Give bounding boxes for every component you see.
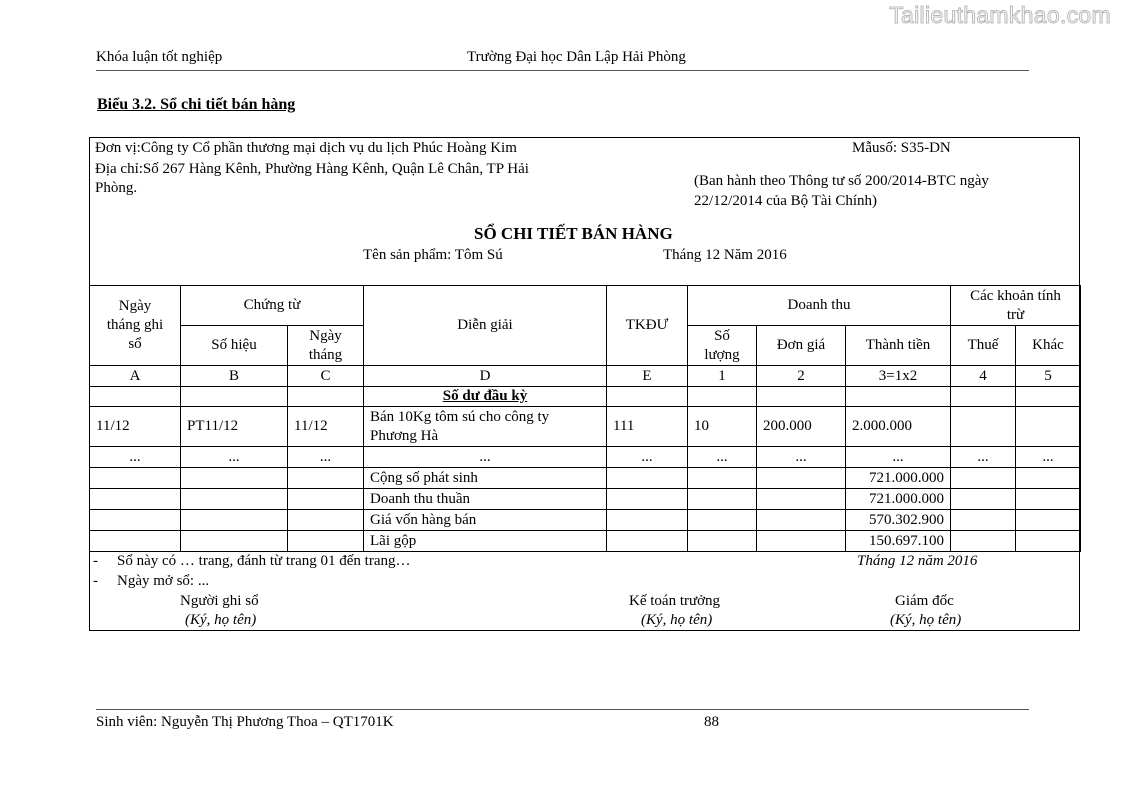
total-amount: 570.302.900	[846, 510, 951, 531]
unit-address-line1: Địa chỉ:Số 267 Hàng Kênh, Phường Hàng Kênh, Quận Lê Chân, TP Hải	[95, 161, 529, 177]
entry-amount: 2.000.000	[846, 407, 951, 447]
opening-balance-label: Số dư đầu kỳ	[364, 387, 607, 407]
product-name: Tên sản phẩm: Tôm Sú	[363, 247, 503, 263]
thesis-label: Khóa luận tốt nghiệp	[96, 49, 223, 65]
page-count-note: Sổ này có … trang, đánh từ trang 01 đến trang…	[117, 553, 411, 569]
total-row	[90, 468, 1081, 489]
col-header-description: Diễn giải	[364, 286, 607, 366]
total-amount: 721.000.000	[846, 489, 951, 510]
code-cell: D	[364, 366, 607, 387]
col-header-voucher: Chứng từ	[181, 286, 364, 326]
ledger-form	[89, 137, 1080, 631]
total-label: Lãi gộp	[364, 531, 607, 552]
table-row	[90, 407, 1081, 447]
entry-voucher-no: PT11/12	[181, 407, 288, 447]
student-info: Sinh viên: Nguyễn Thị Phương Thoa – QT1701K	[96, 714, 394, 730]
note-dash: -	[93, 573, 98, 589]
ledger-title: SỔ CHI TIẾT BÁN HÀNG	[474, 224, 673, 243]
col-header-deductions: Các khoản tính trừ	[951, 286, 1081, 326]
code-cell: 3=1x2	[846, 366, 951, 387]
signature-hint: (Ký, họ tên)	[641, 612, 713, 628]
entry-description: Bán 10Kg tôm sú cho công ty Phương Hà	[364, 407, 607, 447]
total-label: Giá vốn hàng bán	[364, 510, 607, 531]
page-number: 88	[704, 714, 719, 730]
entry-date: 11/12	[90, 407, 181, 447]
col-header-voucher-date: Ngày tháng	[288, 326, 364, 366]
code-cell: 2	[757, 366, 846, 387]
code-cell: B	[181, 366, 288, 387]
ellipsis-row: ... ... ... ... ... ... ... ... ... ...	[90, 447, 1081, 468]
watermark: Tailieuthamkhao.com	[889, 2, 1111, 28]
code-cell: 1	[688, 366, 757, 387]
unit-name: Đơn vị:Công ty Cổ phần thương mại dịch vụ du lịch Phúc Hoàng Kim	[95, 140, 517, 156]
sign-date: Tháng 12 năm 2016	[857, 553, 978, 569]
code-cell: C	[288, 366, 364, 387]
entry-unit-price: 200.000	[757, 407, 846, 447]
col-header-quantity: Số lượng	[688, 326, 757, 366]
col-header-tax: Thuế	[951, 326, 1016, 366]
signature-hint: (Ký, họ tên)	[185, 612, 257, 628]
code-cell: 4	[951, 366, 1016, 387]
page-header	[96, 49, 1029, 71]
col-header-revenue: Doanh thu	[688, 286, 951, 326]
code-cell: 5	[1016, 366, 1081, 387]
col-header-unit-price: Đơn giá	[757, 326, 846, 366]
total-amount: 150.697.100	[846, 531, 951, 552]
unit-address-line2: Phòng.	[95, 180, 138, 196]
code-cell: E	[607, 366, 688, 387]
note-dash: -	[93, 553, 98, 569]
col-header-account: TKĐƯ	[607, 286, 688, 366]
col-header-amount: Thành tiền	[846, 326, 951, 366]
total-row	[90, 510, 1081, 531]
issued-note-line1: (Ban hành theo Thông tư số 200/2014-BTC ngày	[694, 173, 989, 189]
opening-balance-row	[90, 387, 1081, 407]
col-header-entry-date: Ngày tháng ghi sổ	[90, 286, 181, 366]
entry-quantity: 10	[688, 407, 757, 447]
university-name: Trường Đại học Dân Lập Hải Phòng	[467, 49, 686, 65]
open-date-note: Ngày mở sổ: ...	[117, 573, 210, 589]
total-amount: 721.000.000	[846, 468, 951, 489]
signature-role: Giám đốc	[895, 593, 954, 609]
signature-role: Kế toán trưởng	[629, 593, 721, 609]
code-cell: A	[90, 366, 181, 387]
entry-voucher-date: 11/12	[288, 407, 364, 447]
sales-detail-table	[89, 285, 1081, 552]
code-row	[90, 366, 1081, 387]
total-row	[90, 489, 1081, 510]
entry-account: 111	[607, 407, 688, 447]
total-label: Doanh thu thuần	[364, 489, 607, 510]
total-label: Cộng số phát sinh	[364, 468, 607, 489]
page-footer	[96, 709, 1029, 733]
signature-role: Người ghi sổ	[180, 593, 259, 609]
issued-note-line2: 22/12/2014 của Bộ Tài Chính)	[694, 193, 878, 209]
figure-caption: Biểu 3.2. Sổ chi tiết bán hàng	[97, 96, 296, 113]
total-row	[90, 531, 1081, 552]
ledger-period: Tháng 12 Năm 2016	[663, 247, 787, 263]
signature-hint: (Ký, họ tên)	[890, 612, 962, 628]
form-number: Mẫusố: S35-DN	[852, 140, 951, 156]
col-header-voucher-no: Số hiệu	[181, 326, 288, 366]
col-header-other: Khác	[1016, 326, 1081, 366]
